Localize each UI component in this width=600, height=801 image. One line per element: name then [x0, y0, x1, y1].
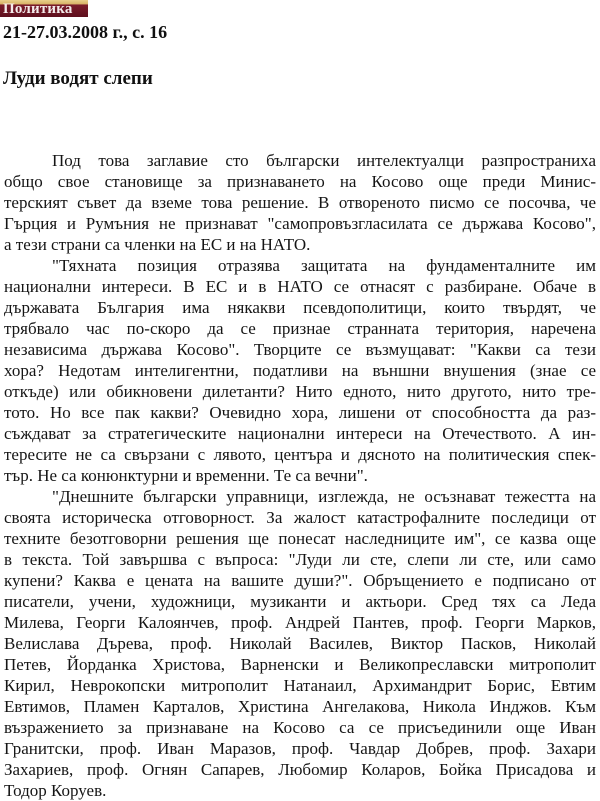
text-line: своята историческа отговорност. За жалост катастрофалните последици от: [4, 508, 596, 527]
text-line: Захариев, проф. Огнян Сапарев, Любомир Коларов, Бойка Присадова и: [4, 760, 596, 779]
text-line: държавата България има някакви псевдополитици, които твърдят, че: [4, 298, 596, 317]
article-paragraph: [4, 150, 596, 255]
text-line: национални интереси. В ЕС и в НАТО се отнасят с разбиране. Обаче в: [4, 277, 596, 296]
article-title: Луди водят слепи: [3, 68, 153, 89]
text-line: Евтимов, Пламен Карталов, Христина Ангелакова, Никола Инджов. Към: [4, 697, 596, 716]
article-paragraph: [4, 255, 596, 486]
text-line: "Тяхната позиция отразява защитата на фундаменталните им: [52, 256, 596, 275]
text-line: хора? Недотам интелигентни, податливи на външни внушения (знае се: [4, 361, 596, 380]
text-line: тересите не са свързани с лявото, центъра и дясното на политическия спек-: [4, 445, 596, 464]
text-line: откъде) или обикновени дилетанти? Нито едното, нито другото, нито тре-: [4, 382, 596, 401]
text-line: възражението за признаване на Косово са се присъединили още Иван: [4, 718, 596, 737]
text-line: Кирил, Неврокопски митрополит Натанаил, Архимандрит Борис, Евтим: [4, 676, 596, 695]
text-line: Петев, Йорданка Христова, Варненски и Великопреславски митрополит: [4, 655, 596, 674]
text-line: терският съвет да вземе това решение. В отвореното писмо се посочва, че: [4, 193, 596, 212]
text-line: общо свое становище за признаването на Косово още преди Минис-: [4, 172, 596, 191]
text-line: Гранитски, проф. Иван Маразов, проф. Чавдар Добрев, проф. Захари: [4, 739, 596, 758]
text-line: техните безотговорни решения ще понесат наследниците им", се казва още: [4, 529, 596, 548]
publication-logo: [0, 0, 88, 17]
text-line: Милева, Георги Калоянчев, проф. Андрей Пантев, проф. Георги Марков,: [4, 613, 596, 632]
text-line: Гърция и Румъния не признават "самопровъзгласилата се държава Косово",: [4, 214, 596, 233]
publication-logo-text: Политика: [3, 1, 73, 17]
text-line: съждават за стратегическите национални интереси на Отечеството. А ин-: [4, 424, 596, 443]
text-line: купени? Каква е цената на вашите души?". Обръщението е подписано от: [4, 571, 596, 590]
text-line: тото. Но все пак какви? Очевидно хора, лишени от способността да раз-: [4, 403, 596, 422]
text-line: в текста. Той завършва с въпроса: "Луди ли сте, слепи ли сте, или само: [4, 550, 596, 569]
text-line: писатели, учени, художници, музиканти и актьори. Сред тях са Леда: [4, 592, 596, 611]
text-line: тър. Не са конюнктурни и временни. Те са вечни".: [4, 466, 368, 485]
text-line: а тези страни са членки на ЕС и на НАТО.: [4, 235, 311, 254]
text-line: независима държава Косово". Творците се възмущават: "Какви са тези: [4, 340, 596, 359]
text-line: Велислава Дърева, проф. Николай Василев, Виктор Пасков, Николай: [4, 634, 596, 653]
text-line: трябвало час по-скоро да се признае странната територия, наречена: [4, 319, 596, 338]
text-line: Под това заглавие сто български интелектуалци разпространиха: [52, 151, 596, 170]
text-line: "Днешните български управници, изглежда, не осъзнават тежестта на: [52, 487, 596, 506]
article-paragraph: [4, 486, 596, 801]
article-body: [4, 150, 596, 801]
text-line: Тодор Коруев.: [4, 781, 107, 800]
issue-date-page: 21-27.03.2008 г., с. 16: [3, 22, 168, 42]
